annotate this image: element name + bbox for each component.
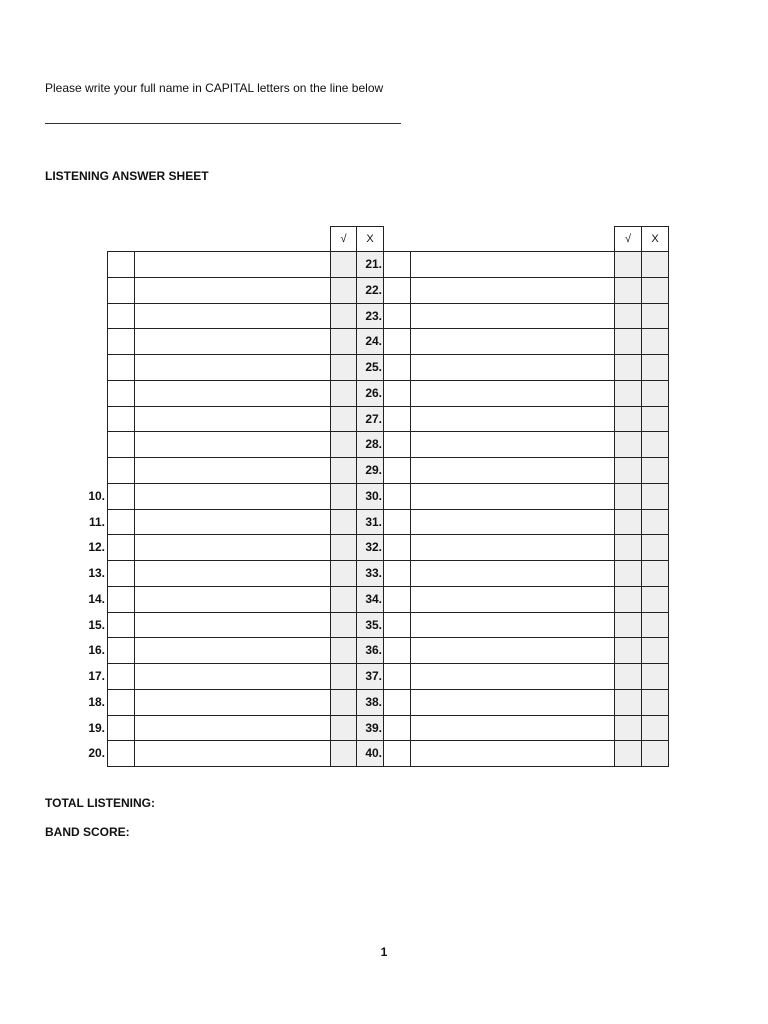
left-question-number: 12. [88,540,105,554]
right-answer-cell[interactable] [410,534,615,561]
left-question-number: 14. [88,592,105,606]
left-answer-cell[interactable] [134,251,331,278]
right-answer-cell[interactable] [410,380,615,407]
right-question-number: 24. [365,334,382,348]
right-cross-cell[interactable] [641,663,669,690]
left-number-box [107,406,135,432]
left-number-box [107,277,135,304]
right-tick-cell[interactable] [614,303,642,329]
left-question-number: 16. [88,643,105,657]
left-question-number [65,406,105,432]
right-number-box [383,715,411,741]
right-cross-cell[interactable] [641,328,669,355]
left-answer-cell[interactable] [134,663,331,690]
right-number-box [383,663,411,690]
left-header-tick: √ [330,226,357,252]
right-question-number: 25. [365,360,382,374]
right-answer-cell[interactable] [410,406,615,432]
left-number-box [107,715,135,741]
right-answer-cell[interactable] [410,303,615,329]
right-question-number: 30. [365,489,382,503]
right-question-number: 40. [365,746,382,760]
right-tick-cell[interactable] [614,483,642,510]
left-number-box [107,637,135,664]
right-tick-cell[interactable] [614,637,642,664]
left-answer-cell[interactable] [134,740,331,767]
left-number-box [107,483,135,510]
right-answer-cell[interactable] [410,251,615,278]
right-question-number: 35. [365,618,382,632]
left-number-box [107,431,135,458]
right-number-box [383,380,411,407]
right-cross-cell[interactable] [641,380,669,407]
right-tick-cell[interactable] [614,406,642,432]
right-number-box [383,534,411,561]
left-question-number [65,251,105,277]
right-tick-cell[interactable] [614,431,642,458]
right-number-box [383,612,411,638]
right-question-number: 23. [365,309,382,323]
right-answer-cell[interactable] [410,612,615,638]
left-answer-cell[interactable] [134,277,331,304]
left-question-number: 17. [88,669,105,683]
right-answer-cell[interactable] [410,560,615,587]
left-number-box [107,380,135,407]
left-question-number: 15. [88,618,105,632]
left-question-number [65,328,105,354]
right-number-box [383,431,411,458]
right-cross-cell[interactable] [641,740,669,767]
left-number-box [107,509,135,535]
right-question-number: 39. [365,721,382,735]
right-answer-cell[interactable] [410,431,615,458]
right-tick-cell[interactable] [614,663,642,690]
left-answer-cell[interactable] [134,534,331,561]
right-number-box [383,303,411,329]
right-cross-cell[interactable] [641,715,669,741]
right-cross-cell[interactable] [641,406,669,432]
right-tick-cell[interactable] [614,251,642,278]
left-question-number: 10. [88,489,105,503]
left-answer-cell[interactable] [134,509,331,535]
right-answer-cell[interactable] [410,483,615,510]
right-cross-cell[interactable] [641,483,669,510]
left-answer-cell[interactable] [134,457,331,484]
right-tick-cell[interactable] [614,689,642,716]
right-number-box [383,328,411,355]
right-answer-cell[interactable] [410,637,615,664]
left-number-box [107,354,135,381]
right-number-box [383,509,411,535]
left-number-box [107,663,135,690]
right-tick-cell[interactable] [614,740,642,767]
right-number-box [383,586,411,613]
right-question-number: 29. [365,463,382,477]
right-number-box [383,251,411,278]
left-answer-cell[interactable] [134,689,331,716]
right-cross-cell[interactable] [641,431,669,458]
right-tick-cell[interactable] [614,534,642,561]
right-number-box [383,457,411,484]
left-answer-cell[interactable] [134,431,331,458]
band-score-label: BAND SCORE: [45,825,130,839]
right-cross-cell[interactable] [641,612,669,638]
right-answer-cell[interactable] [410,715,615,741]
left-number-box [107,251,135,278]
right-answer-cell[interactable] [410,586,615,613]
left-answer-cell[interactable] [134,406,331,432]
right-answer-cell[interactable] [410,509,615,535]
left-number-box [107,740,135,767]
left-question-number [65,380,105,406]
right-cross-cell[interactable] [641,637,669,664]
right-cross-cell[interactable] [641,509,669,535]
left-answer-cell[interactable] [134,354,331,381]
left-question-number: 11. [88,515,105,529]
right-answer-cell[interactable] [410,689,615,716]
left-question-number [65,354,105,380]
right-answer-cell[interactable] [410,354,615,381]
left-answer-cell[interactable] [134,380,331,407]
right-number-box [383,637,411,664]
right-tick-cell[interactable] [614,277,642,304]
right-number-box [383,560,411,587]
left-question-number: 13. [88,566,105,580]
left-question-number [65,457,105,483]
left-answer-cell[interactable] [134,483,331,510]
left-answer-cell[interactable] [134,612,331,638]
right-tick-cell[interactable] [614,457,642,484]
right-cross-cell[interactable] [641,560,669,587]
right-number-box [383,354,411,381]
left-question-number: 20. [88,746,105,760]
right-number-box [383,277,411,304]
left-number-box [107,534,135,561]
right-question-number: 21. [365,257,382,271]
right-number-box [383,689,411,716]
page-number: 1 [380,945,388,959]
right-cross-cell[interactable] [641,277,669,304]
right-question-number: 31. [365,515,382,529]
right-answer-cell[interactable] [410,328,615,355]
left-number-box [107,457,135,484]
right-answer-cell[interactable] [410,277,615,304]
left-question-number [65,431,105,457]
left-number-box [107,612,135,638]
right-question-number: 34. [365,592,382,606]
right-cross-cell[interactable] [641,689,669,716]
right-tick-cell[interactable] [614,509,642,535]
left-number-box [107,328,135,355]
right-cross-cell[interactable] [641,303,669,329]
left-answer-cell[interactable] [134,586,331,613]
left-answer-cell[interactable] [134,560,331,587]
right-cross-cell[interactable] [641,354,669,381]
right-tick-cell[interactable] [614,328,642,355]
left-question-number [65,277,105,303]
left-answer-cell[interactable] [134,328,331,355]
right-question-number: 27. [365,412,382,426]
right-tick-cell[interactable] [614,715,642,741]
right-header-cross: X [641,226,669,252]
right-tick-cell[interactable] [614,380,642,407]
right-number-box [383,740,411,767]
left-answer-cell[interactable] [134,715,331,741]
right-cross-cell[interactable] [641,251,669,278]
left-number-box [107,303,135,329]
left-number-box [107,689,135,716]
total-listening-label: TOTAL LISTENING: [45,796,155,810]
left-number-box [107,586,135,613]
right-answer-cell[interactable] [410,457,615,484]
right-number-box [383,406,411,432]
right-answer-cell[interactable] [410,740,615,767]
right-header-tick: √ [614,226,642,252]
right-tick-cell[interactable] [614,560,642,587]
name-instruction: Please write your full name in CAPITAL letters on the line below [45,81,384,95]
left-header-cross: X [356,226,384,252]
left-answer-cell[interactable] [134,303,331,329]
right-question-number: 28. [365,437,382,451]
right-answer-cell[interactable] [410,663,615,690]
right-tick-cell[interactable] [614,354,642,381]
left-question-number: 19. [88,721,105,735]
right-question-number: 22. [365,283,382,297]
right-cross-cell[interactable] [641,534,669,561]
right-tick-cell[interactable] [614,612,642,638]
right-question-number: 26. [365,386,382,400]
right-tick-cell[interactable] [614,586,642,613]
right-question-number: 32. [365,540,382,554]
right-question-number: 37. [365,669,382,683]
right-question-number: 38. [365,695,382,709]
right-question-number: 36. [365,643,382,657]
left-number-box [107,560,135,587]
right-question-number: 33. [365,566,382,580]
section-title: LISTENING ANSWER SHEET [45,169,209,183]
left-question-number [65,303,105,329]
left-question-number: 18. [88,695,105,709]
right-cross-cell[interactable] [641,457,669,484]
right-cross-cell[interactable] [641,586,669,613]
left-answer-cell[interactable] [134,637,331,664]
right-number-box [383,483,411,510]
